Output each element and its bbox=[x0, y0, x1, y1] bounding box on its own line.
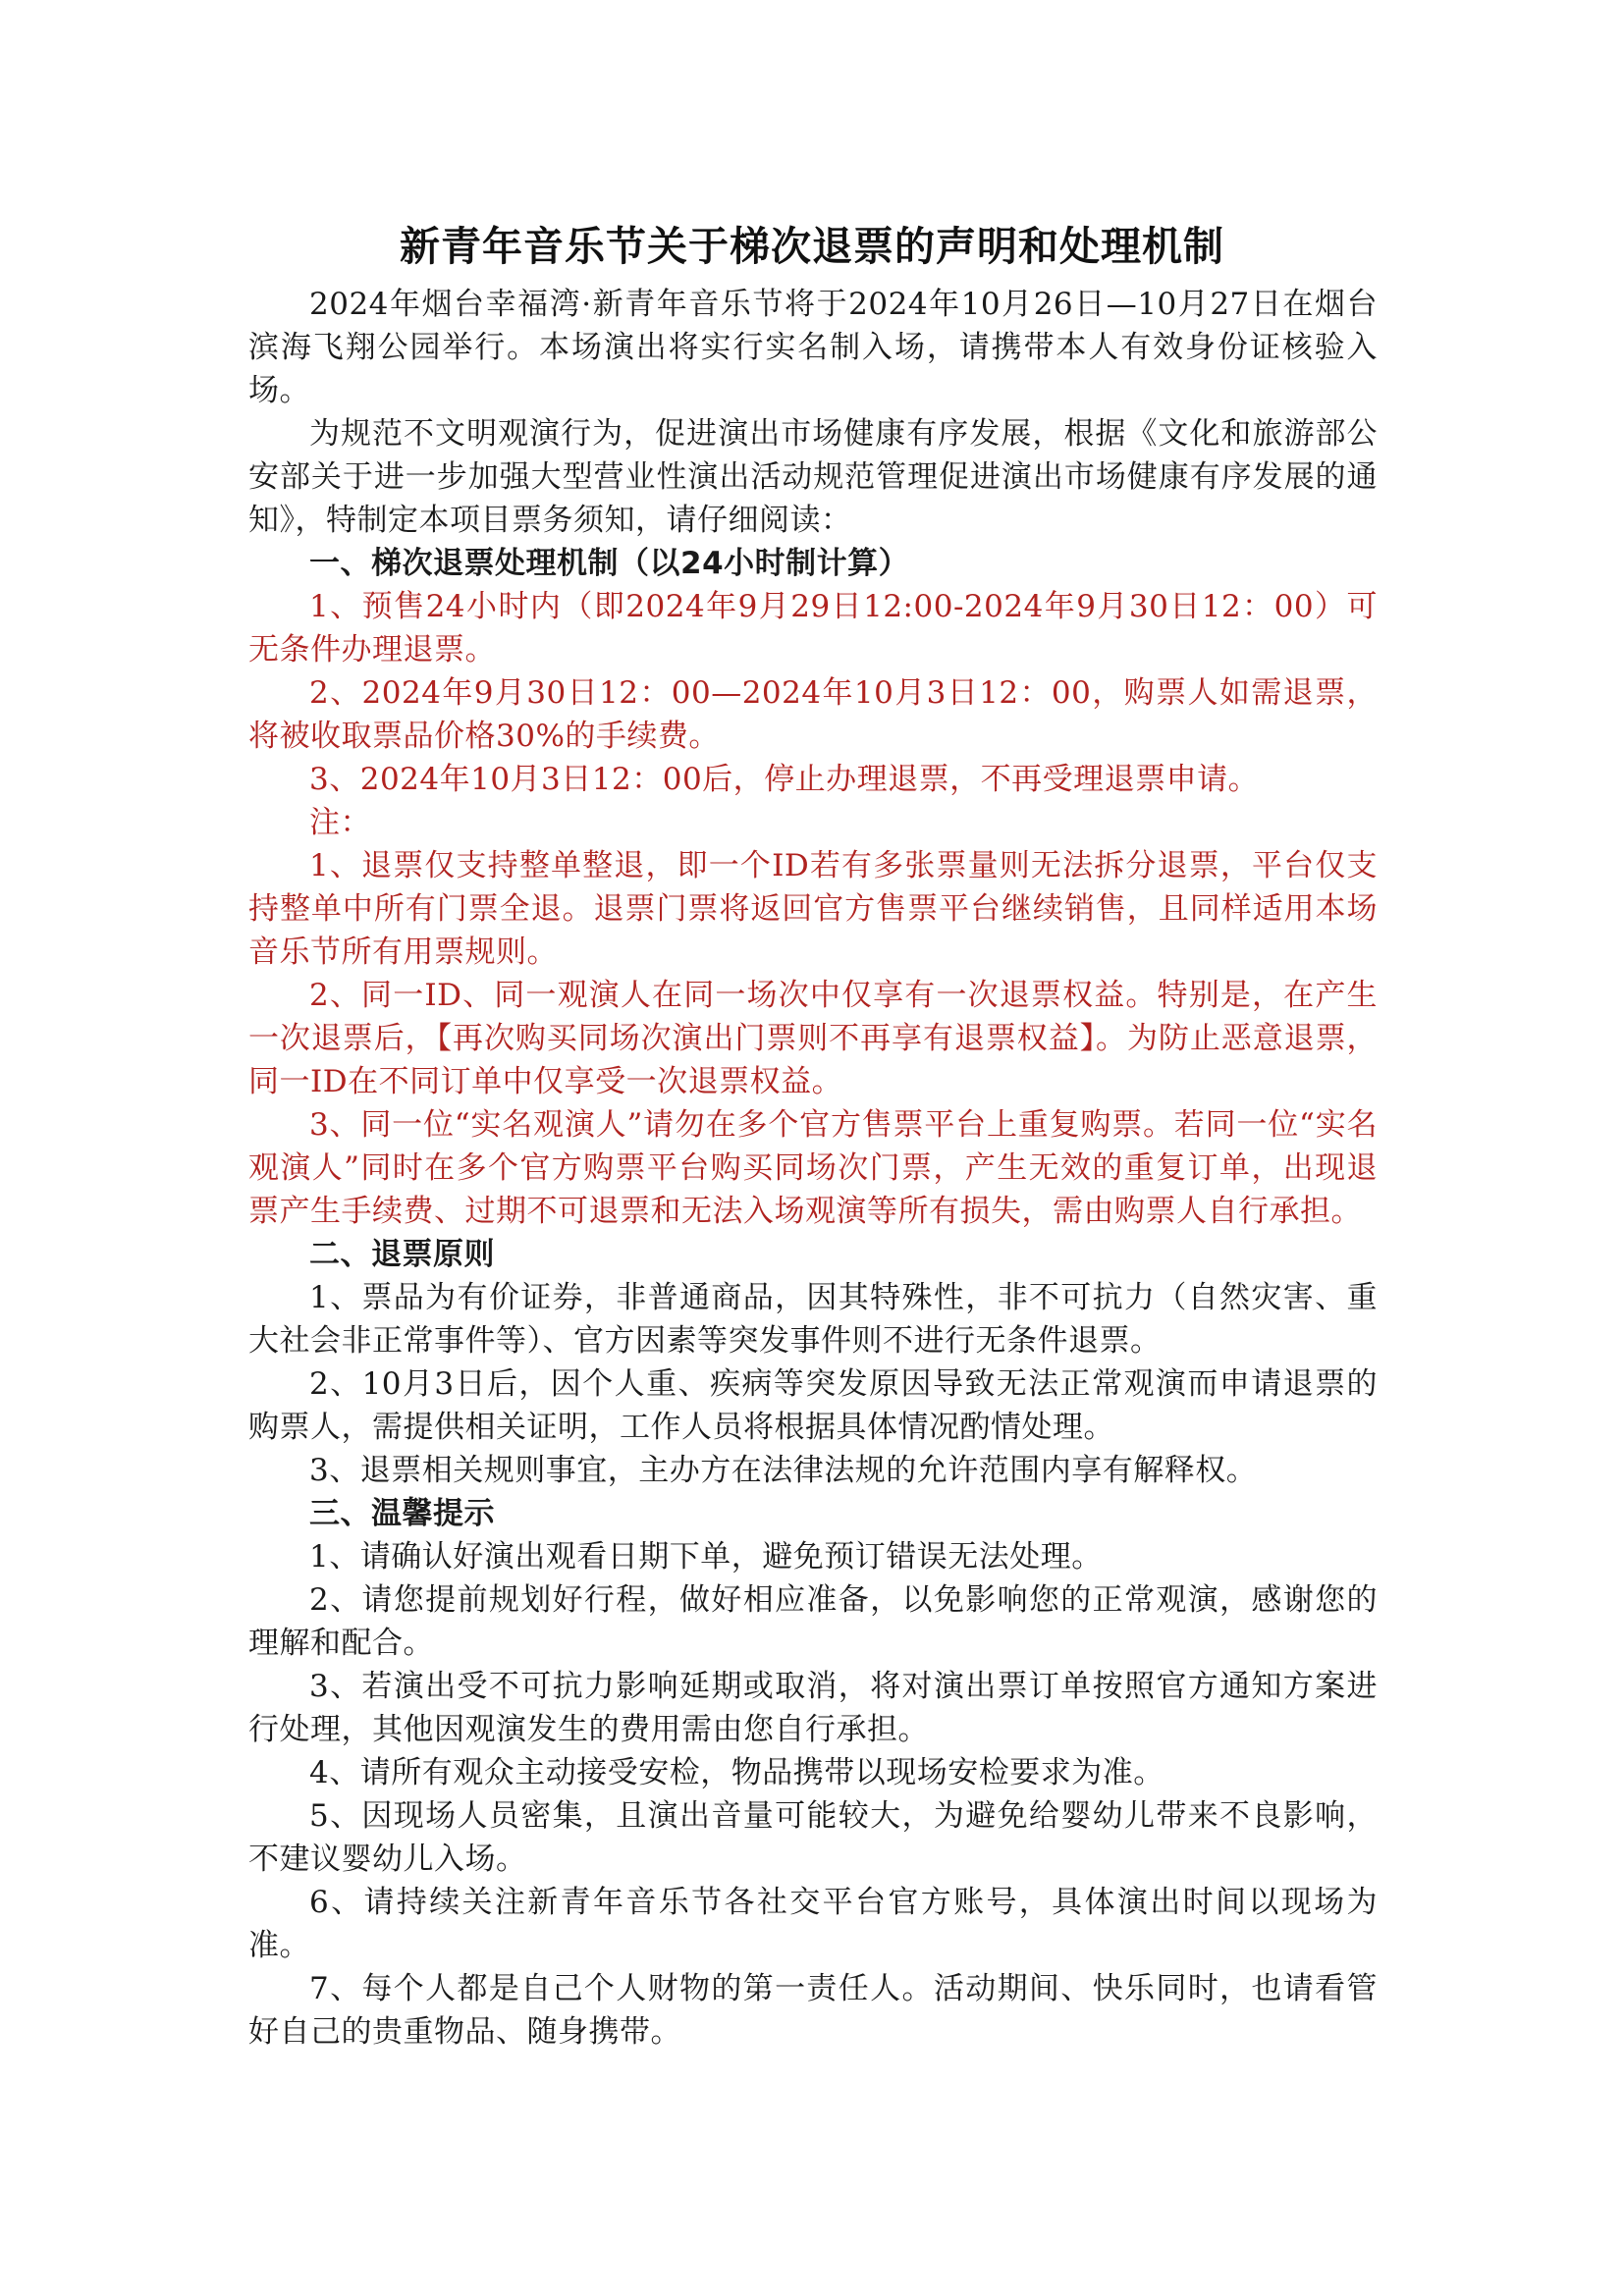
note-3: 3、同一位“实名观演人”请勿在多个官方售票平台上重复购票。若同一位“实名观演人”同时在多个官方购票平台购买同场次门票，产生无效的重复订单，出现退票产生手续费、过期不可退票和无法入场观演等所有损失，需由购票人自行承担。 bbox=[248, 1107, 1378, 1229]
tip-2: 2、请您提前规划好行程，做好相应准备，以免影响您的正常观演，感谢您的理解和配合。 bbox=[248, 1582, 1378, 1661]
note-label: 注： bbox=[309, 805, 371, 840]
intro-paragraph-2: 为规范不文明观演行为，促进演出市场健康有序发展，根据《文化和旅游部公安部关于进一步加强大型营业性演出活动规范管理促进演出市场健康有序发展的通知》，特制定本项目票务须知，请仔细阅读： bbox=[248, 416, 1378, 538]
refund-rule-1: 1、预售24小时内（即2024年9月29日12:00-2024年9月30日12：00）可无条件办理退票。 bbox=[248, 589, 1378, 667]
tip-1: 1、请确认好演出观看日期下单，避免预订错误无法处理。 bbox=[309, 1539, 1103, 1575]
refund-rule-2: 2、2024年9月30日12：00—2024年10月3日12：00，购票人如需退票，将被收取票品价格30%的手续费。 bbox=[248, 675, 1378, 754]
section-1-heading: 一、梯次退票处理机制（以24小时制计算） bbox=[309, 546, 910, 581]
note-2: 2、同一ID、同一观演人在同一场次中仅享有一次退票权益。特别是，在产生一次退票后，【再次购买同场次演出门票则不再享有退票权益】。为防止恶意退票，同一ID在不同订单中仅享受一次退票权益。 bbox=[248, 978, 1378, 1099]
tip-5: 5、因现场人员密集，且演出音量可能较大，为避免给婴幼儿带来不良影响，不建议婴幼儿入场。 bbox=[248, 1798, 1378, 1877]
principle-3: 3、退票相关规则事宜，主办方在法律法规的允许范围内享有解释权。 bbox=[309, 1453, 1258, 1488]
tip-6: 6、请持续关注新青年音乐节各社交平台官方账号，具体演出时间以现场为准。 bbox=[248, 1885, 1378, 1963]
note-1: 1、退票仅支持整单整退，即一个ID若有多张票量则无法拆分退票，平台仅支持整单中所有门票全退。退票门票将返回官方售票平台继续销售，且同样适用本场音乐节所有用票规则。 bbox=[248, 848, 1378, 970]
section-2-heading: 二、退票原则 bbox=[309, 1237, 495, 1272]
refund-rule-3: 3、2024年10月3日12：00后，停止办理退票，不再受理退票申请。 bbox=[309, 762, 1260, 797]
tip-4: 4、请所有观众主动接受安检，物品携带以现场安检要求为准。 bbox=[309, 1755, 1164, 1790]
section-3-heading: 三、温馨提示 bbox=[309, 1496, 495, 1531]
principle-1: 1、票品为有价证券，非普通商品，因其特殊性，非不可抗力（自然灾害、重大社会非正常事件等）、官方因素等突发事件则不进行无条件退票。 bbox=[248, 1280, 1378, 1359]
intro-paragraph-1: 2024年烟台幸福湾·新青年音乐节将于2024年10月26日—10月27日在烟台滨海飞翔公园举行。本场演出将实行实名制入场，请携带本人有效身份证核验入场。 bbox=[248, 287, 1379, 408]
principle-2: 2、10月3日后，因个人重、疾病等突发原因导致无法正常观演而申请退票的购票人，需提供相关证明，工作人员将根据具体情况酌情处理。 bbox=[248, 1366, 1378, 1445]
tip-7: 7、每个人都是自己个人财物的第一责任人。活动期间、快乐同时，也请看管好自己的贵重物品、随身携带。 bbox=[248, 1971, 1378, 2050]
document-body bbox=[248, 283, 1378, 2054]
tip-3: 3、若演出受不可抗力影响延期或取消，将对演出票订单按照官方通知方案进行处理，其他因观演发生的费用需由您自行承担。 bbox=[248, 1669, 1378, 1747]
document-title: 新青年音乐节关于梯次退票的声明和处理机制 bbox=[400, 223, 1224, 270]
